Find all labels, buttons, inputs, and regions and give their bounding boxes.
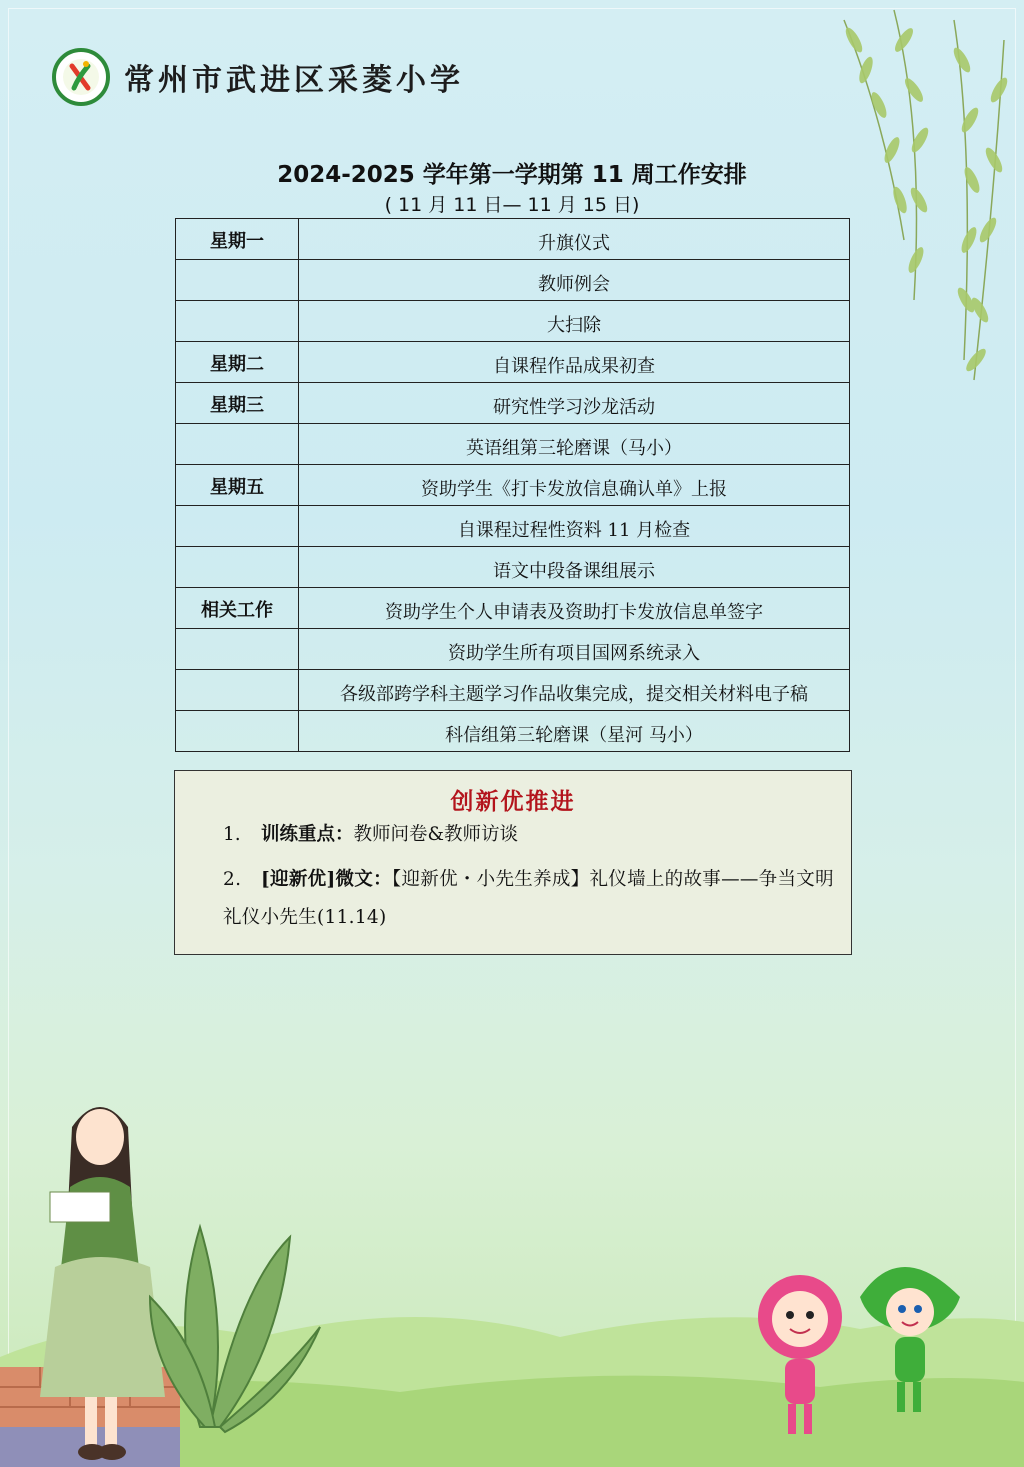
day-cell: 星期一	[176, 219, 299, 260]
item-number: 1.	[223, 824, 241, 845]
task-cell: 资助学生所有项目国网系统录入	[299, 629, 850, 670]
day-cell: 相关工作	[176, 588, 299, 629]
task-cell: 自课程过程性资料 11 月检查	[299, 506, 850, 547]
day-cell	[176, 424, 299, 465]
item-label: [迎新优]微文：	[261, 869, 392, 890]
innovation-title: 创新优推进	[450, 788, 576, 815]
task-cell: 大扫除	[299, 301, 850, 342]
task-cell: 升旗仪式	[299, 219, 850, 260]
day-cell	[176, 670, 299, 711]
innovation-item-2	[223, 861, 843, 937]
page-title: 2024-2025 学年第一学期第 11 周工作安排	[277, 162, 747, 188]
table-row	[176, 424, 850, 465]
task-cell: 资助学生个人申请表及资助打卡发放信息单签字	[299, 588, 850, 629]
table-row	[176, 711, 850, 752]
bottom-scene-illustration	[0, 1067, 1024, 1467]
schedule-table	[175, 218, 850, 752]
task-cell: 研究性学习沙龙活动	[299, 383, 850, 424]
day-cell	[176, 711, 299, 752]
school-logo	[52, 48, 110, 106]
table-row	[176, 342, 850, 383]
innovation-box	[174, 770, 852, 955]
table-row	[176, 547, 850, 588]
task-cell: 资助学生《打卡发放信息确认单》上报	[299, 465, 850, 506]
table-row	[176, 383, 850, 424]
item-label: 训练重点：	[261, 824, 354, 845]
table-row	[176, 219, 850, 260]
task-cell: 语文中段备课组展示	[299, 547, 850, 588]
table-row	[176, 260, 850, 301]
day-cell: 星期五	[176, 465, 299, 506]
school-name: 常州市武进区采菱小学	[124, 63, 464, 98]
table-row	[176, 629, 850, 670]
page-subtitle: ( 11 月 11 日— 11 月 15 日)	[384, 194, 640, 216]
table-row	[176, 465, 850, 506]
school-logo-icon	[56, 52, 106, 102]
table-row	[176, 301, 850, 342]
table-row	[176, 670, 850, 711]
item-number: 2.	[223, 869, 242, 890]
day-cell	[176, 260, 299, 301]
day-cell: 星期二	[176, 342, 299, 383]
day-cell	[176, 301, 299, 342]
day-cell: 星期三	[176, 383, 299, 424]
task-cell: 各级部跨学科主题学习作品收集完成，提交相关材料电子稿	[299, 670, 850, 711]
day-cell	[176, 629, 299, 670]
task-cell: 科信组第三轮磨课（星河 马小）	[299, 711, 850, 752]
table-row	[176, 588, 850, 629]
innovation-item-1	[223, 823, 518, 847]
table-row	[176, 506, 850, 547]
day-cell	[176, 547, 299, 588]
item-text: 【迎新优・小先生养成】礼仪墙上的故事——争当文明礼仪小先生(11.14)	[223, 869, 834, 928]
school-header	[52, 48, 464, 106]
day-cell	[176, 506, 299, 547]
task-cell: 自课程作品成果初查	[299, 342, 850, 383]
task-cell: 英语组第三轮磨课（马小）	[299, 424, 850, 465]
item-text: 教师问卷&教师访谈	[353, 824, 518, 845]
task-cell: 教师例会	[299, 260, 850, 301]
